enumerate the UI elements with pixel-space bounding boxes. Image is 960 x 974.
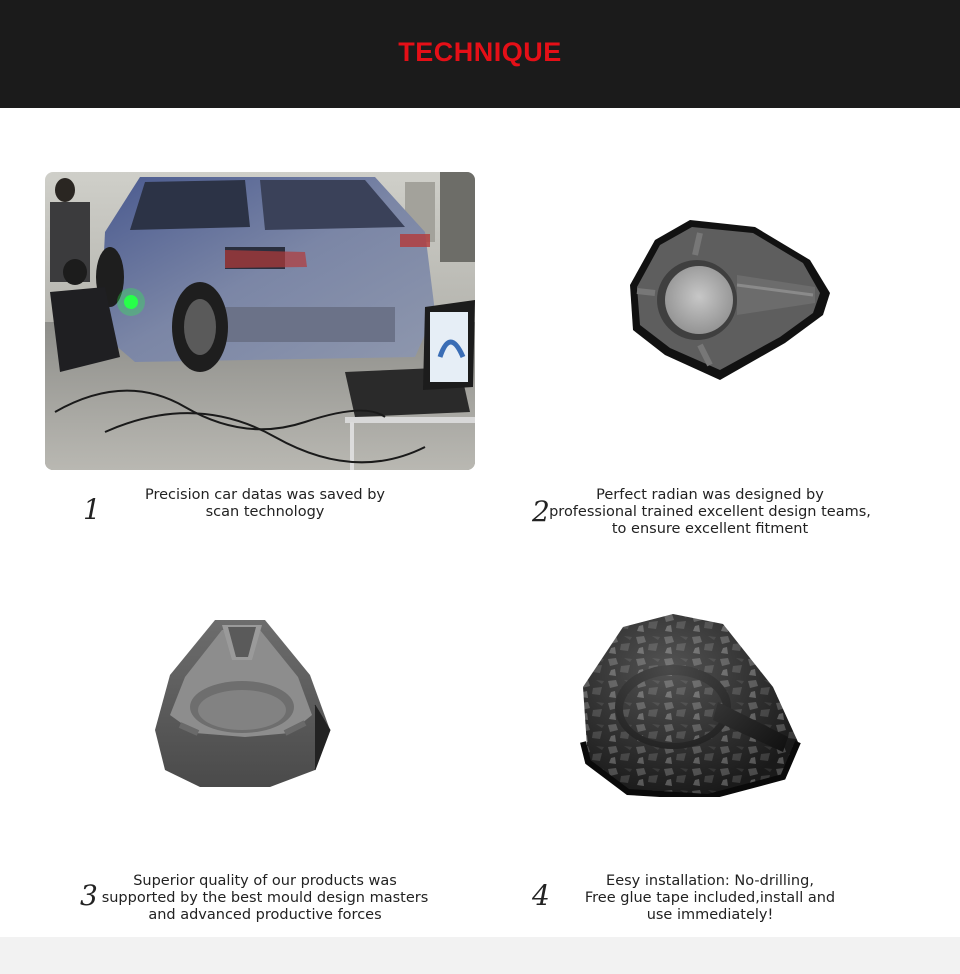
scan-photo bbox=[45, 172, 475, 470]
caption-line: scan technology bbox=[205, 504, 325, 520]
caption-line: supported by the best mould design masters bbox=[101, 890, 429, 906]
caption-line: and advanced productive forces bbox=[148, 907, 382, 923]
caption-line: Eesy installation: No-drilling, bbox=[606, 873, 814, 889]
step-caption-2 bbox=[545, 487, 875, 538]
ashtray-carbon-photo bbox=[578, 612, 806, 797]
step-caption-4 bbox=[570, 873, 850, 924]
caption-line: use immediately! bbox=[646, 907, 774, 923]
footer-band bbox=[0, 937, 960, 974]
ashtray-top-render bbox=[625, 215, 835, 385]
caption-line: Free glue tape included,install and bbox=[584, 890, 836, 906]
step-number-2: 2 bbox=[532, 495, 550, 528]
caption-line: Perfect radian was designed by bbox=[596, 487, 824, 503]
step-number-1: 1 bbox=[83, 493, 101, 526]
step-caption-3 bbox=[95, 873, 435, 924]
caption-line: Precision car datas was saved by bbox=[144, 487, 385, 503]
caption-line: professional trained excellent design teams, bbox=[549, 504, 871, 520]
step-number-4: 4 bbox=[532, 879, 550, 912]
step-caption-1 bbox=[115, 487, 415, 521]
page-title: TECHNIQUE bbox=[398, 37, 562, 67]
header-banner bbox=[0, 0, 960, 108]
caption-line: Superior quality of our products was bbox=[133, 873, 397, 889]
caption-line: to ensure excellent fitment bbox=[611, 521, 809, 537]
ashtray-angled-render bbox=[150, 615, 332, 787]
step-number-3: 3 bbox=[80, 879, 98, 912]
